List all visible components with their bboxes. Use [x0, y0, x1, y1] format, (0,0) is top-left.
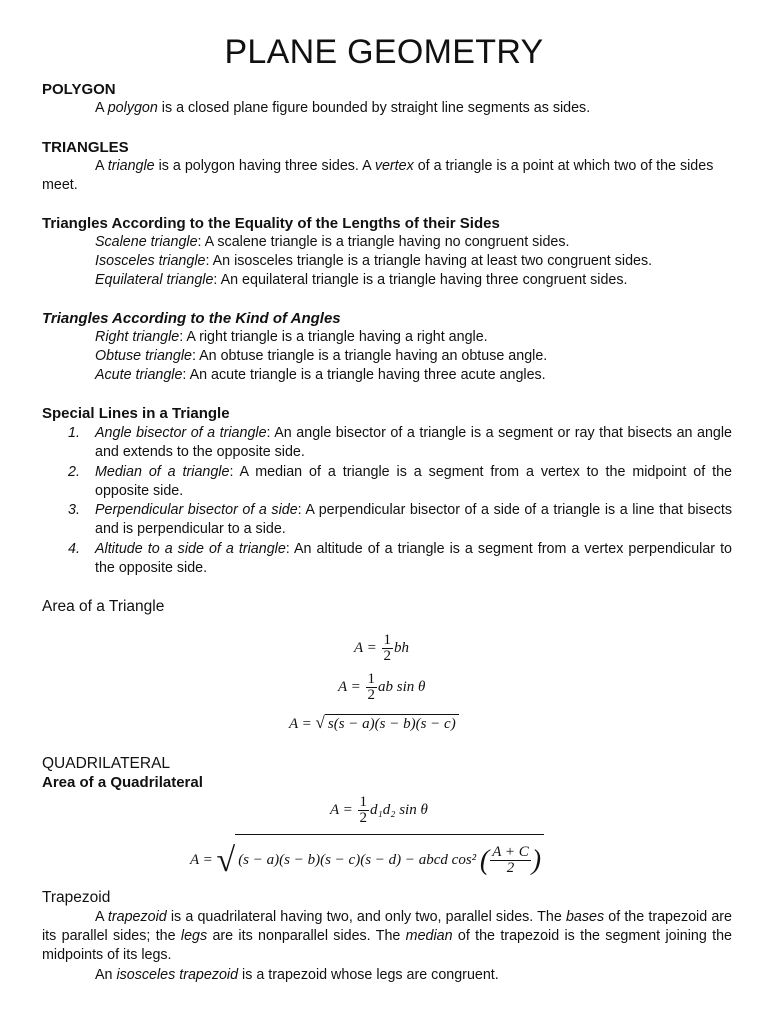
formula-triangle-area-2: A = $\frac{1}{2}$ ab sin θ [338, 671, 426, 703]
formula-quadrilateral-area-1: A = $\frac{1}{2}$ d₁d₂ sin θ [330, 794, 428, 826]
heading-by-sides: Triangles According to the Equality of the Lengths of their Sides [42, 215, 500, 232]
polygon-definition: A polygon is a closed plane figure bounded by straight line segments as sides. [95, 100, 591, 116]
formula-triangle-area-1: A = $\frac{1}{2}$ bh [354, 632, 410, 664]
formula-herons: A = √ s(s − a)(s − b)(s − c) [289, 713, 459, 734]
list-item: Scalene triangle: A scalene triangle is a triangle having no congruent sides. [95, 234, 570, 250]
heading-area-triangle: Area of a Triangle [42, 598, 165, 615]
trapezoid-definition: A trapezoid is a quadrilateral having two, and only two, parallel sides. The bases of the trapezoid are its parallel sides; the legs are its nonparallel sides. The median of the trapezoid is the segment joining the midpoints of its legs. [42, 909, 732, 963]
heading-polygon: POLYGON [42, 81, 116, 98]
heading-special-lines: Special Lines in a Triangle [42, 405, 230, 422]
list-item: Isosceles triangle: An isosceles triangle is a triangle having at least two congruent sides. [95, 253, 653, 269]
heading-area-quadrilateral: Area of a Quadrilateral [42, 774, 203, 791]
list-item: Acute triangle: An acute triangle is a triangle having three acute angles. [95, 367, 546, 383]
formula-bretschneider: A = √ (s − a)(s − b)(s − c)(s − d) − abcd cos² ( $\frac{A + C}{2}$ ) [190, 834, 544, 880]
heading-quadrilateral: QUADRILATERAL [42, 755, 171, 772]
page-title: PLANE GEOMETRY [224, 33, 544, 71]
heading-trapezoid: Trapezoid [42, 889, 111, 906]
list-item: Right triangle: A right triangle is a triangle having a right angle. [95, 329, 488, 345]
list-item: Equilateral triangle: An equilateral triangle is a triangle having three congruent sides. [95, 272, 628, 288]
heading-triangles: TRIANGLES [42, 139, 129, 156]
list-item: Obtuse triangle: An obtuse triangle is a triangle having an obtuse angle. [95, 348, 548, 364]
isosceles-trapezoid-definition: An isosceles trapezoid is a trapezoid whose legs are congruent. [95, 967, 499, 983]
heading-by-angles: Triangles According to the Kind of Angles [42, 310, 341, 327]
triangle-definition: A triangle is a polygon having three sides. A vertex of a triangle is a point at which two of the sides meet. [42, 158, 714, 193]
